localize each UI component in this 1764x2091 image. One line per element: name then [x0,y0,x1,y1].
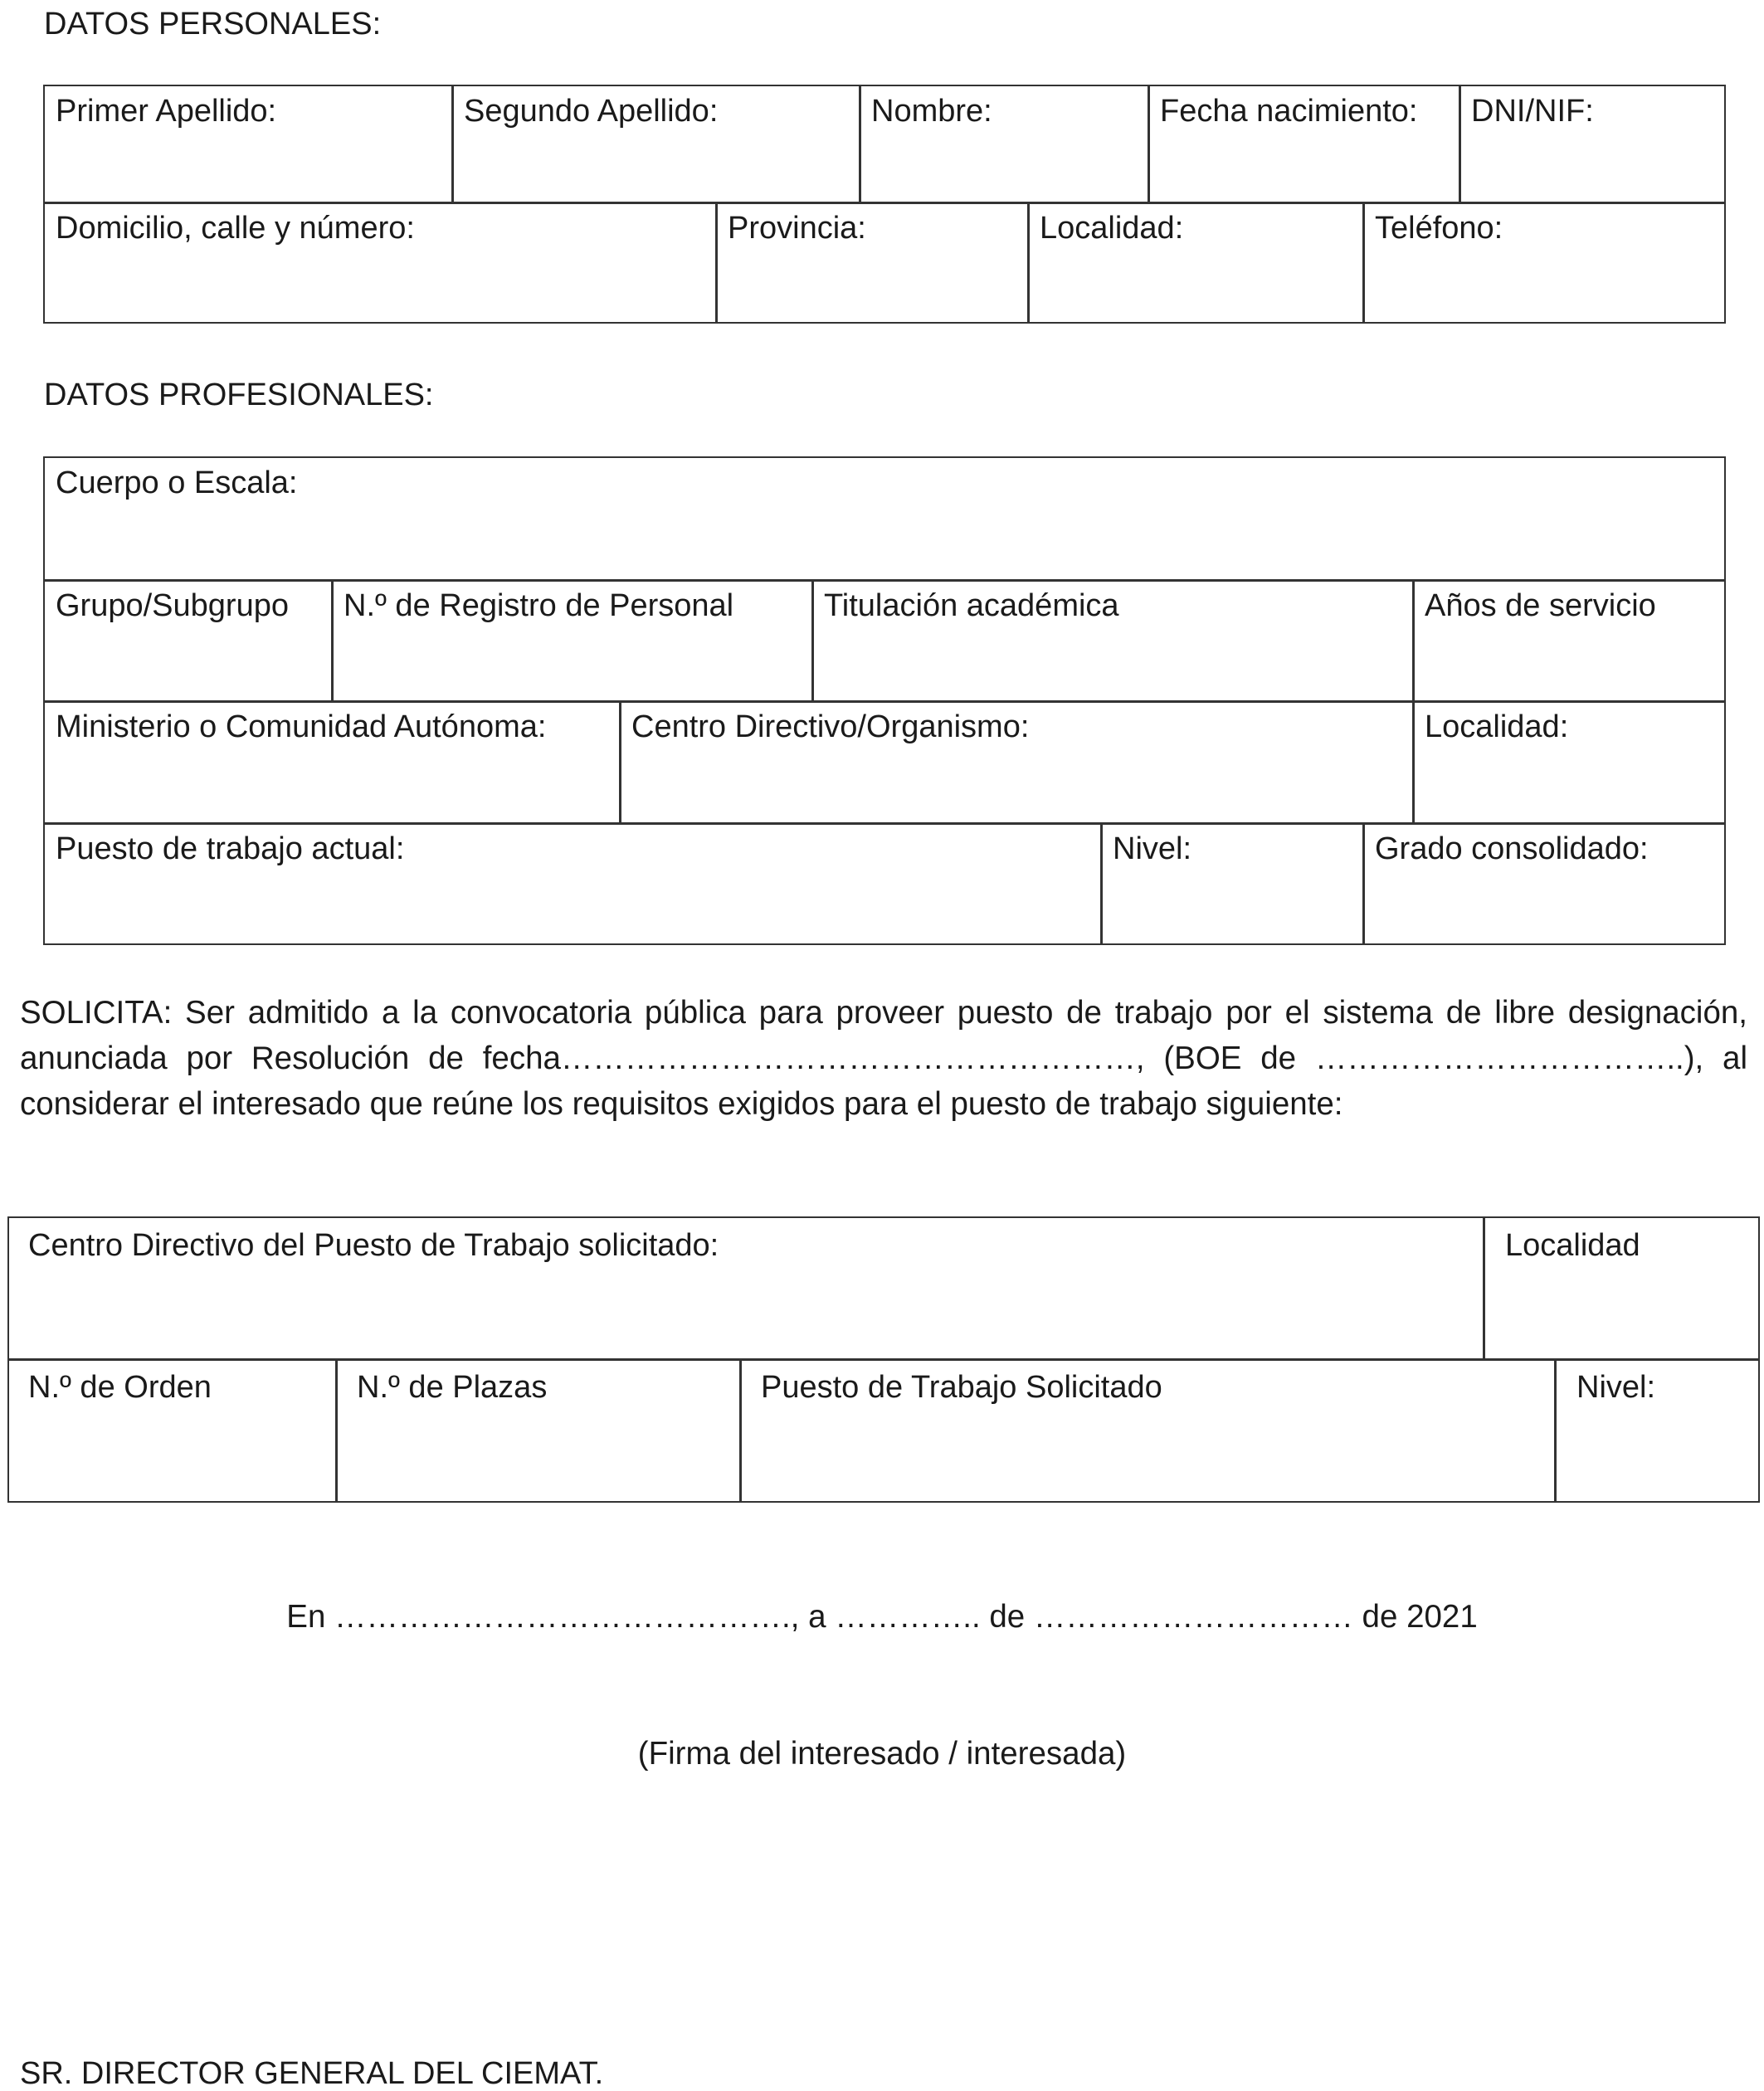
personnel-registry-number-field[interactable]: N.º de Registro de Personal [344,588,734,623]
order-number-field[interactable]: N.º de Orden [28,1370,212,1405]
divider [1554,1360,1557,1503]
level-field[interactable]: Nivel: [1113,831,1192,866]
address-field[interactable]: Domicilio, calle y número: [56,211,415,246]
name-field[interactable]: Nombre: [871,94,992,129]
directive-center-field[interactable]: Centro Directivo/Organismo: [631,709,1030,744]
requested-job-field[interactable]: Puesto de Trabajo Solicitado [761,1370,1162,1405]
requested-directive-center-field[interactable]: Centro Directivo del Puesto de Trabajo solicitado: [28,1228,719,1263]
province-field[interactable]: Provincia: [728,211,866,246]
personal-data-heading: DATOS PERSONALES: [44,7,382,41]
request-paragraph: SOLICITA: Ser admitido a la convocatoria pública para proveer puesto de trabajo por el sistema de libre designación, anunciada por Resolución de fecha………………………………………………, (BOE de ……………………………..), al considerar el interesado que reúne los requisitos exigidos para el puesto de trabajo siguiente: [20,995,1747,1122]
requested-level-field[interactable]: Nivel: [1576,1370,1656,1405]
divider [9,1358,1758,1361]
first-surname-field[interactable]: Primer Apellido: [56,94,277,129]
birth-date-field[interactable]: Fecha nacimiento: [1160,94,1418,129]
divider [1483,1218,1485,1360]
second-surname-field[interactable]: Segundo Apellido: [464,94,719,129]
number-of-places-field[interactable]: N.º de Plazas [357,1370,548,1405]
locality-field[interactable]: Localidad: [1040,211,1184,246]
addressee: SR. DIRECTOR GENERAL DEL CIEMAT. [20,2056,604,2091]
divider [335,1360,338,1503]
years-of-service-field[interactable]: Años de servicio [1425,588,1656,623]
signature-caption: (Firma del interesado / interesada) [637,1736,1127,1772]
professional-locality-field[interactable]: Localidad: [1425,709,1569,744]
requested-position-table [7,1216,1760,1503]
divider [739,1360,742,1503]
consolidated-grade-field[interactable]: Grado consolidado: [1375,831,1649,866]
ministry-field[interactable]: Ministerio o Comunidad Autónoma: [56,709,547,744]
place-date-line: En ……………………………………., a ………….. de ………………………… de 2021 [286,1599,1478,1635]
group-subgroup-field[interactable]: Grupo/Subgrupo [56,588,289,623]
personal-data-table [43,85,1726,324]
academic-degree-field[interactable]: Titulación académica [824,588,1119,623]
professional-data-table [43,456,1726,945]
current-job-field[interactable]: Puesto de trabajo actual: [56,831,405,866]
professional-data-heading: DATOS PROFESIONALES: [44,378,434,412]
requested-locality-field[interactable]: Localidad [1505,1228,1640,1263]
corps-scale-field[interactable]: Cuerpo o Escala: [56,465,298,500]
phone-field[interactable]: Teléfono: [1375,211,1503,246]
dni-nif-field[interactable]: DNI/NIF: [1471,94,1594,129]
